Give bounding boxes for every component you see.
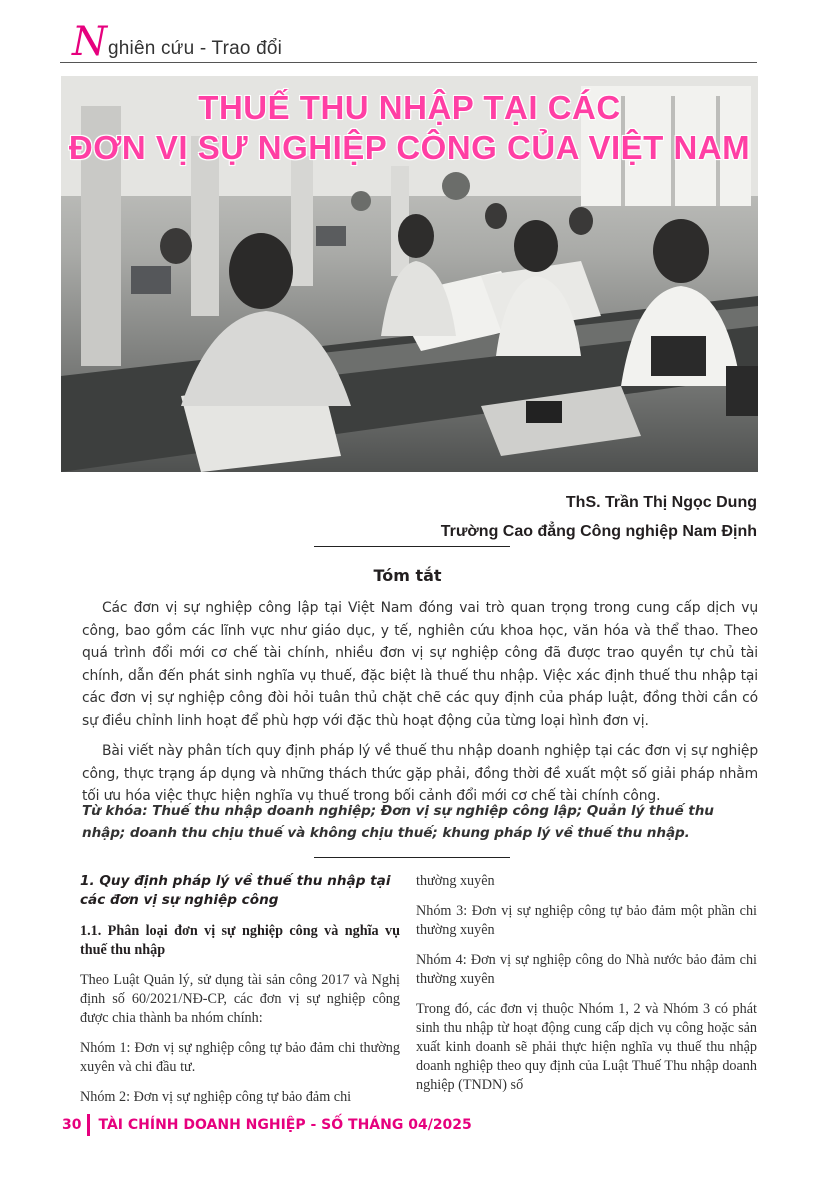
- body-paragraph: Nhóm 3: Đơn vị sự nghiệp công tự bảo đảm một phần chi thường xuyên: [416, 903, 757, 938]
- body-paragraph: Theo Luật Quản lý, sử dụng tài sản công 2017 và Nghị định số 60/2021/NĐ-CP, các đơn vị sự nghiệp công được chia thành ba nhóm chính:: [80, 972, 400, 1026]
- footer-bar: [87, 1114, 90, 1136]
- section-header: [60, 19, 757, 65]
- subsection-1-1-heading: 1.1. Phân loại đơn vị sự nghiệp công và nghĩa vụ thuế thu nhập: [80, 923, 400, 958]
- section-initial: N: [72, 19, 107, 65]
- author-name: ThS. Trần Thị Ngọc Dung: [565, 494, 757, 511]
- body-paragraph: thường xuyên: [416, 873, 495, 889]
- header-rule: [60, 62, 757, 63]
- title-line-1: THUẾ THU NHẬP TẠI CÁC: [198, 89, 621, 126]
- article-photo: [61, 76, 758, 472]
- keywords: Từ khóa: Thuế thu nhập doanh nghiệp; Đơn vị sự nghiệp công lập; Quản lý thuế thu nhập; doanh thu chịu thuế và không chịu thuế; khung pháp lý về thuế thu nhập.: [82, 803, 714, 841]
- author-block: [441, 488, 757, 546]
- article-title: [61, 88, 758, 168]
- abstract-body: [82, 597, 758, 808]
- abstract-heading: Tóm tắt: [373, 566, 442, 585]
- divider-bottom: [314, 857, 510, 858]
- publication-name: TÀI CHÍNH DOANH NGHIỆP - SỐ THÁNG 04/2025: [98, 1117, 472, 1133]
- abstract-paragraph-1: Các đơn vị sự nghiệp công lập tại Việt Nam đóng vai trò quan trọng trong cung cấp dịch vụ công, bao gồm các lĩnh vực như giáo dục, y tế, nghiên cứu khoa học, văn hóa và thể thao. Theo quá trình đổi mới cơ chế tài chính, nhiều đơn vị sự nghiệp công đã được trao quyền tự chủ tài chính, dẫn đến phát sinh nghĩa vụ thuế, đặc biệt là thuế thu nhập. Việc xác định thuế thu nhập tại các đơn vị sự nghiệp công đòi hỏi tuân thủ chặt chẽ các quy định của pháp luật, đồng thời cần có sự điều chỉnh linh hoạt để phù hợp với đặc thù hoạt động của từng loại hình đơn vị.: [82, 600, 758, 729]
- divider-top: [314, 546, 510, 547]
- body-paragraph: Nhóm 1: Đơn vị sự nghiệp công tự bảo đảm chi thường xuyên và chi đầu tư.: [80, 1040, 400, 1075]
- body-column-right: [416, 872, 757, 1106]
- body-column-left: [80, 872, 400, 1118]
- page-number: 30: [62, 1117, 82, 1133]
- body-paragraph: Trong đó, các đơn vị thuộc Nhóm 1, 2 và Nhóm 3 có phát sinh thu nhập từ hoạt động cung cấp dịch vụ công hoặc sản xuất kinh doanh sẽ phải thực hiện nghĩa vụ thuế thu nhập doanh nghiệp theo quy định của Luật Thuế Thu nhập doanh nghiệp (TNDN) số: [416, 1001, 757, 1093]
- author-affiliation: Trường Cao đẳng Công nghiệp Nam Định: [440, 523, 757, 540]
- body-paragraph: Nhóm 2: Đơn vị sự nghiệp công tự bảo đảm chi: [80, 1089, 352, 1105]
- title-line-2: ĐƠN VỊ SỰ NGHIỆP CÔNG CỦA VIỆT NAM: [68, 129, 751, 166]
- page-footer: [62, 1113, 472, 1137]
- section-1-heading: 1. Quy định pháp lý về thuế thu nhập tại các đơn vị sự nghiệp công: [80, 873, 391, 908]
- body-paragraph: Nhóm 4: Đơn vị sự nghiệp công do Nhà nước bảo đảm chi thường xuyên: [416, 952, 757, 987]
- section-label: ghiên cứu - Trao đổi: [108, 38, 283, 59]
- abstract-paragraph-2: Bài viết này phân tích quy định pháp lý về thuế thu nhập doanh nghiệp tại các đơn vị sự nghiệp công, thực trạng áp dụng và những thách thức gặp phải, đồng thời đề xuất một số giải pháp nhằm tối ưu hóa việc thực hiện nghĩa vụ thuế trong bối cảnh đổi mới cơ chế tài chính công.: [82, 743, 758, 804]
